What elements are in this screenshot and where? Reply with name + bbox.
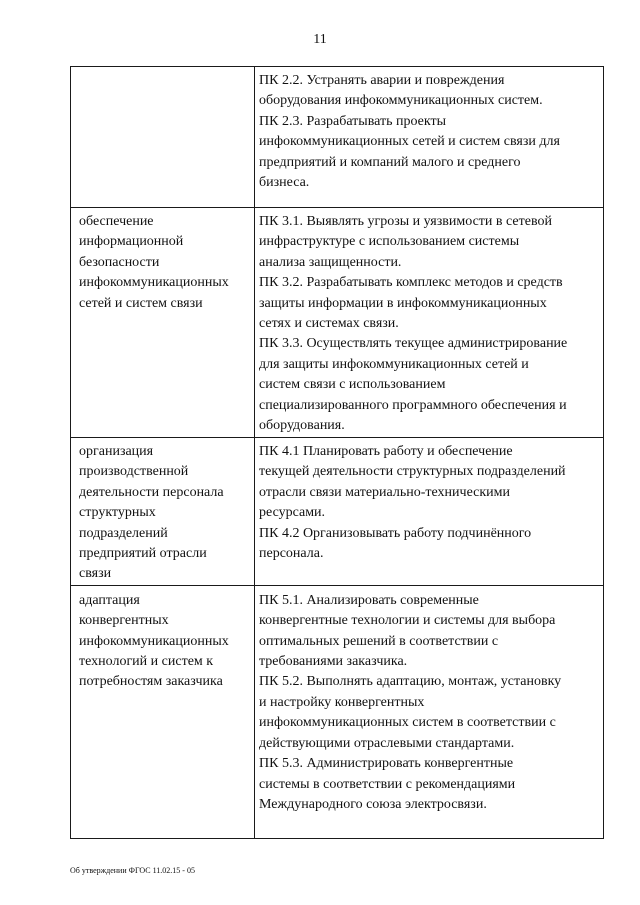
activity-area-line: инфокоммуникационных: [79, 633, 229, 649]
activity-area-line: деятельности персонала: [79, 484, 224, 500]
competency-line: ПК 5.3. Администрировать конвергентные: [259, 756, 514, 772]
competency-line: систем связи с использованием: [259, 377, 446, 393]
competency-line: защиты информации в инфокоммуникационных: [259, 295, 547, 311]
competency-line: ПК 2.3. Разрабатывать проекты: [259, 113, 446, 129]
activity-area-line: технологий и систем к: [79, 654, 214, 670]
competency-line: ПК 4.1 Планировать работу и обеспечение: [259, 444, 513, 459]
activity-area-cell: [71, 438, 255, 586]
table-row: [71, 438, 604, 586]
page-number: 11: [313, 32, 327, 47]
table-row: [71, 208, 604, 438]
competency-line: оборудования.: [259, 418, 345, 434]
competency-table: [70, 66, 604, 839]
competency-line: для защиты инфокоммуникационных сетей и: [259, 356, 529, 372]
competency-line: и настройку конвергентных: [259, 694, 425, 710]
competency-line: инфраструктуре с использованием системы: [259, 234, 520, 250]
activity-area-line: связи: [79, 566, 112, 582]
competency-line: ПК 2.2. Устранять аварии и повреждения: [259, 73, 505, 88]
competency-line: бизнеса.: [259, 175, 310, 191]
competency-line: отрасли связи материально-техническими: [259, 484, 511, 500]
activity-area-line: предприятий отрасли: [79, 546, 207, 562]
competency-line: предприятий и компаний малого и среднего: [259, 154, 521, 170]
competency-line: ресурсами.: [259, 505, 326, 521]
activity-area-line: обеспечение: [79, 214, 154, 229]
competency-line: требованиями заказчика.: [259, 654, 408, 670]
competency-table-body: [71, 67, 604, 839]
activity-area-line: потребностям заказчика: [79, 674, 223, 690]
competency-line: ПК 4.2 Организовывать работу подчинённого: [259, 525, 532, 541]
activity-area-line: информационной: [79, 234, 184, 250]
activity-area-line: конвергентных: [79, 613, 169, 629]
table-row: [71, 67, 604, 208]
footer-note: Об утверждении ФГОС 11.02.15 - 05: [70, 866, 195, 875]
activity-area-line: адаптация: [79, 592, 140, 608]
activity-area-line: сетей и систем связи: [79, 295, 203, 311]
competency-line: системы в соответствии с рекомендациями: [259, 776, 516, 792]
competency-line: текущей деятельности структурных подразделений: [259, 464, 566, 480]
competency-line: специализированного программного обеспечения и: [259, 397, 567, 413]
competency-line: сетях и системах связи.: [259, 316, 399, 332]
competency-line: анализа защищенности.: [259, 254, 402, 270]
competency-line: ПК 3.3. Осуществлять текущее администрирование: [259, 336, 568, 352]
activity-area-line: инфокоммуникационных: [79, 275, 229, 291]
activity-area-cell: [71, 208, 255, 438]
competency-line: конвергентные технологии и системы для выбора: [259, 613, 556, 629]
activity-area-line: безопасности: [79, 254, 160, 270]
competency-line: ПК 5.2. Выполнять адаптацию, монтаж, установку: [259, 674, 562, 690]
competency-line: персонала.: [259, 546, 324, 562]
competency-line: инфокоммуникационных сетей и систем связи для: [259, 134, 560, 150]
activity-area-cell: [71, 67, 255, 208]
activity-area-line: производственной: [79, 464, 189, 480]
competency-line: оптимальных решений в соответствии с: [259, 633, 499, 649]
table-row: [71, 585, 604, 838]
competencies-cell: [255, 208, 604, 438]
competency-line: действующими отраслевыми стандартами.: [259, 735, 515, 751]
competencies-cell: [255, 67, 604, 208]
activity-area-line: подразделений: [79, 525, 168, 541]
activity-area-cell: [71, 585, 255, 838]
activity-area-line: организация: [79, 444, 154, 459]
competency-line: оборудования инфокоммуникационных систем.: [259, 93, 543, 109]
competencies-cell: [255, 585, 604, 838]
competency-line: ПК 3.2. Разрабатывать комплекс методов и средств: [259, 275, 563, 291]
competency-line: инфокоммуникационных систем в соответствии с: [259, 715, 556, 731]
competency-line: Международного союза электросвязи.: [259, 796, 487, 812]
activity-area-line: структурных: [79, 505, 156, 521]
competency-line: ПК 3.1. Выявлять угрозы и уязвимости в сетевой: [259, 214, 552, 229]
competencies-cell: [255, 438, 604, 586]
competency-line: ПК 5.1. Анализировать современные: [259, 592, 479, 608]
